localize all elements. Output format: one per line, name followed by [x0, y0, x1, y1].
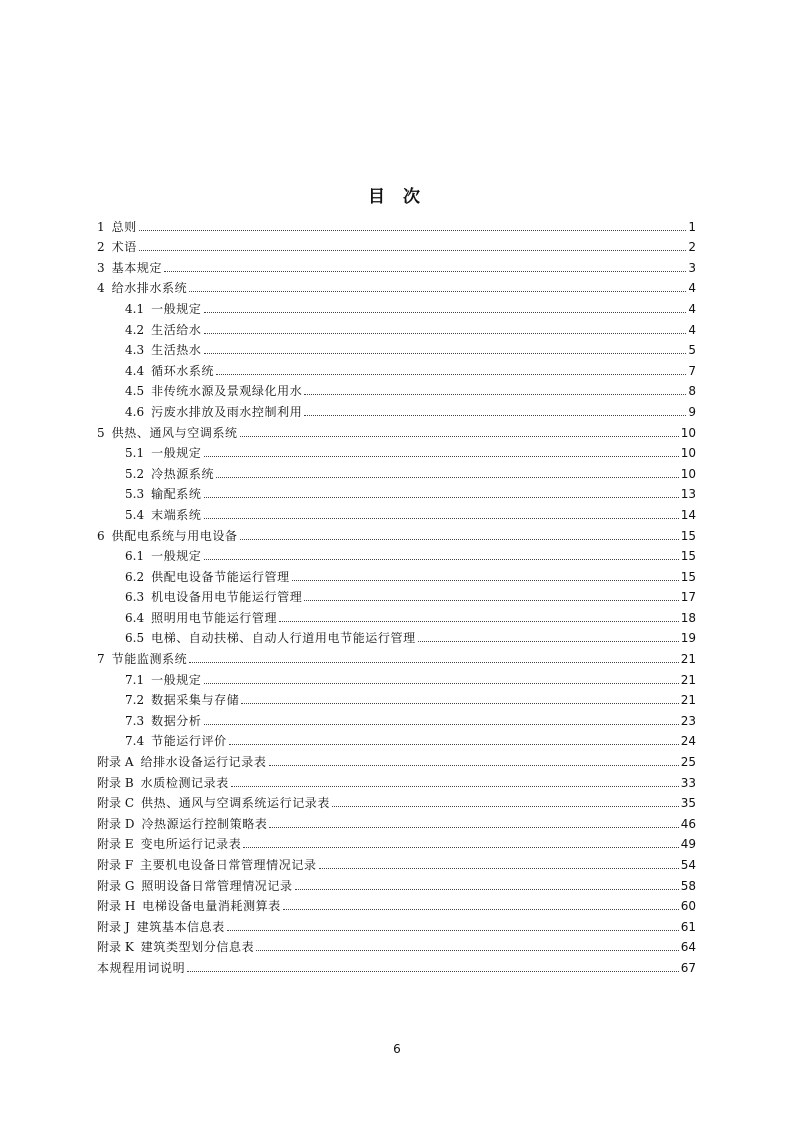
toc-entry-number: 5.4	[125, 507, 145, 522]
toc-entry-title: 本规程用词说明	[97, 960, 186, 975]
toc-entry[interactable]	[97, 954, 696, 975]
dot-leader	[295, 889, 679, 890]
toc-entry-page: 19	[680, 631, 696, 646]
toc-entry[interactable]	[97, 213, 696, 234]
dot-leader	[227, 930, 679, 931]
dot-leader	[139, 250, 687, 251]
toc-entry-title: 一般规定	[151, 549, 202, 564]
toc-entry-page: 21	[680, 672, 696, 687]
toc-entry-title: 术语	[111, 240, 137, 255]
toc-entry-page: 15	[680, 528, 696, 543]
toc-entry-page: 23	[680, 713, 696, 728]
dot-leader	[283, 909, 679, 910]
toc-entry-title: 照明设备日常管理情况记录	[141, 878, 293, 893]
toc-entry-title: 节能运行评价	[151, 734, 227, 749]
toc-subentry[interactable]	[97, 316, 696, 337]
toc-entry-page: 35	[680, 796, 696, 811]
toc-entry-title: 照明用电节能运行管理	[151, 610, 278, 625]
dot-leader	[256, 950, 679, 951]
page-number: 6	[393, 1042, 401, 1056]
toc-entry-page: 24	[680, 734, 696, 749]
toc-entry-page: 46	[680, 816, 696, 831]
toc-entry-number: 4.6	[125, 404, 145, 419]
dot-leader	[204, 353, 687, 354]
toc-entry-title: 供热、通风与空调系统运行记录表	[141, 796, 331, 811]
toc-entry-title: 供配电系统与用电设备	[111, 528, 238, 543]
toc-entry-title: 给排水设备运行记录表	[140, 755, 267, 770]
toc-subentry[interactable]	[97, 460, 696, 481]
toc-subentry[interactable]	[97, 666, 696, 687]
toc-entry-number: 7.2	[125, 693, 145, 708]
dot-leader	[240, 539, 679, 540]
dot-leader	[231, 786, 679, 787]
toc-entry-page: 21	[680, 693, 696, 708]
toc-entry-number: 7.3	[125, 713, 145, 728]
toc-entry-number: 5.2	[125, 466, 145, 481]
dot-leader	[164, 271, 686, 272]
dot-leader	[319, 868, 679, 869]
toc-entry-page: 61	[680, 919, 696, 934]
toc-entry-page: 1	[688, 219, 696, 234]
dot-leader	[204, 518, 679, 519]
toc-entry-page: 15	[680, 569, 696, 584]
toc-entry-number: 5.1	[125, 446, 145, 461]
toc-entry-number: 附录 D	[97, 816, 135, 831]
toc-entry[interactable]	[97, 831, 696, 852]
dot-leader	[243, 847, 678, 848]
dot-leader	[241, 703, 678, 704]
toc-entry-number: 3	[97, 260, 105, 275]
toc-entry-number: 1	[97, 219, 105, 234]
toc-entry-number: 6.5	[125, 631, 145, 646]
dot-leader	[204, 724, 679, 725]
dot-leader	[189, 291, 686, 292]
toc-entry-title: 非传统水源及景观绿化用水	[151, 384, 303, 399]
toc-entry[interactable]	[97, 254, 696, 275]
dot-leader	[204, 333, 687, 334]
toc-entry-number: 6.3	[125, 590, 145, 605]
toc-entry-page: 58	[680, 878, 696, 893]
dot-leader	[216, 374, 686, 375]
toc-entry-title: 机电设备用电节能运行管理	[151, 590, 303, 605]
toc-entry-title: 节能监测系统	[111, 652, 188, 667]
dot-leader	[292, 580, 679, 581]
toc-entry-page: 17	[680, 590, 696, 605]
toc-entry-title: 供热、通风与空调系统	[111, 425, 238, 440]
toc-entry-number: 4.5	[125, 384, 145, 399]
toc-subentry[interactable]	[97, 378, 696, 399]
toc-entry-number: 5	[97, 425, 105, 440]
toc-entry-page: 67	[680, 960, 696, 975]
dot-leader	[332, 806, 679, 807]
toc-subentry[interactable]	[97, 687, 696, 708]
toc-entry-number: 6.2	[125, 569, 145, 584]
toc-entry-title: 污废水排放及雨水控制利用	[151, 404, 303, 419]
toc-subentry[interactable]	[97, 584, 696, 605]
toc-entry-number: 附录 E	[97, 837, 134, 852]
toc-entry-page: 4	[688, 301, 696, 316]
toc-entry-number: 4	[97, 281, 105, 296]
toc-entry-title: 一般规定	[151, 446, 202, 461]
toc-entry-title: 基本规定	[111, 260, 163, 275]
toc-entry-title: 供配电设备节能运行管理	[151, 569, 290, 584]
toc-entry-page: 64	[680, 940, 696, 955]
dot-leader	[204, 559, 679, 560]
dot-leader	[204, 312, 687, 313]
toc-entry-number: 4.4	[125, 363, 145, 378]
toc-entry-title: 主要机电设备日常管理情况记录	[140, 858, 317, 872]
toc-entry-page: 13	[680, 487, 696, 502]
toc-entry-number: 附录 G	[97, 878, 135, 893]
toc-entry-number: 7.1	[125, 672, 145, 687]
toc-entry-number: 附录 C	[97, 796, 134, 811]
toc-entry-title: 一般规定	[151, 672, 202, 687]
toc-entry-title: 变电所运行记录表	[140, 837, 242, 852]
toc-subentry[interactable]	[97, 625, 696, 646]
toc-subentry[interactable]	[97, 440, 696, 461]
toc-entry-number: 附录 A	[97, 755, 134, 770]
toc-entry[interactable]	[97, 748, 696, 769]
toc-entry-page: 21	[680, 652, 696, 667]
toc-entry-title: 循环水系统	[151, 363, 215, 378]
toc-subentry[interactable]	[97, 728, 696, 749]
toc-entry[interactable]	[97, 769, 696, 790]
toc-subentry[interactable]	[97, 543, 696, 564]
dot-leader	[189, 662, 678, 663]
toc-entry-number: 2	[97, 240, 105, 255]
toc-entry-title: 数据分析	[151, 713, 202, 728]
toc-entry-title: 生活热水	[151, 343, 202, 358]
toc-entry-number: 附录 B	[97, 775, 134, 790]
toc-subentry[interactable]	[97, 604, 696, 625]
toc-subentry[interactable]	[97, 357, 696, 378]
toc-entry-title: 输配系统	[151, 487, 202, 502]
toc-entry[interactable]	[97, 275, 696, 296]
toc-entry[interactable]	[97, 851, 696, 872]
toc-subentry[interactable]	[97, 481, 696, 502]
toc-entry[interactable]	[97, 810, 696, 831]
toc-subentry[interactable]	[97, 563, 696, 584]
toc-entry[interactable]	[97, 419, 696, 440]
dot-leader	[418, 641, 679, 642]
dot-leader	[229, 744, 679, 745]
toc-entry-number: 4.1	[125, 301, 145, 316]
toc-entry-number: 7.4	[125, 734, 145, 749]
toc-subentry[interactable]	[97, 398, 696, 419]
toc-entry-page: 9	[688, 404, 696, 419]
toc-entry-title: 总则	[111, 219, 137, 234]
toc-entry-page: 5	[688, 343, 696, 358]
toc-entry-page: 14	[680, 507, 696, 522]
dot-leader	[187, 971, 679, 972]
toc-entry-page: 3	[688, 260, 696, 275]
toc-entry-title: 冷热源运行控制策略表	[141, 816, 268, 831]
toc-subentry[interactable]	[97, 337, 696, 358]
toc-entry[interactable]	[97, 934, 696, 955]
toc-entry-title: 冷热源系统	[151, 466, 215, 481]
toc-entry-title: 末端系统	[151, 507, 202, 522]
toc-entry-title: 电梯设备电量消耗测算表	[142, 899, 281, 914]
toc-entry-page: 10	[680, 446, 696, 461]
toc-entry[interactable]	[97, 522, 696, 543]
toc-entry-number: 附录 K	[97, 940, 134, 955]
toc-entry-title: 数据采集与存储	[151, 693, 240, 708]
toc-entry-page: 15	[680, 549, 696, 564]
toc-subentry[interactable]	[97, 707, 696, 728]
dot-leader	[240, 436, 679, 437]
dot-leader	[139, 230, 687, 231]
dot-leader	[279, 621, 679, 622]
dot-leader	[269, 827, 678, 828]
toc-entry-number: 附录 F	[97, 858, 134, 872]
toc-entry-number: 7	[97, 652, 105, 667]
dot-leader	[304, 394, 686, 395]
toc-entry-page: 18	[680, 610, 696, 625]
toc-entry-page: 4	[688, 281, 696, 296]
toc-entry[interactable]	[97, 790, 696, 811]
toc-entry-title: 水质检测记录表	[140, 775, 229, 790]
toc-entry-number: 4.2	[125, 322, 145, 337]
toc-entry-title: 建筑类型划分信息表	[140, 940, 255, 955]
table-of-contents	[97, 213, 696, 975]
toc-entry-number: 6.4	[125, 610, 145, 625]
dot-leader	[269, 765, 679, 766]
toc-subentry[interactable]	[97, 501, 696, 522]
toc-entry-title: 生活给水	[151, 322, 202, 337]
toc-entry-number: 附录 J	[97, 919, 130, 934]
toc-entry-number: 6.1	[125, 549, 145, 564]
toc-entry[interactable]	[97, 234, 696, 255]
dot-leader	[304, 415, 686, 416]
toc-entry-page: 33	[680, 775, 696, 790]
toc-entry-page: 10	[680, 425, 696, 440]
toc-entry-page: 2	[688, 240, 696, 255]
toc-entry-page: 10	[680, 466, 696, 481]
toc-entry-page: 7	[688, 363, 696, 378]
toc-entry-page: 49	[680, 837, 696, 852]
toc-entry-title: 一般规定	[151, 301, 202, 316]
toc-entry-number: 6	[97, 528, 105, 543]
toc-entry-page: 25	[680, 755, 696, 770]
toc-entry-title: 给水排水系统	[111, 281, 188, 296]
toc-entry-page: 8	[688, 384, 696, 399]
toc-subentry[interactable]	[97, 295, 696, 316]
toc-entry[interactable]	[97, 893, 696, 914]
toc-entry[interactable]	[97, 645, 696, 666]
toc-entry-number: 4.3	[125, 343, 145, 358]
toc-entry-page: 60	[680, 899, 696, 914]
toc-entry-number: 5.3	[125, 487, 145, 502]
dot-leader	[204, 497, 679, 498]
toc-entry-page: 54	[680, 858, 696, 872]
toc-entry[interactable]	[97, 913, 696, 934]
toc-entry-title: 电梯、自动扶梯、自动人行道用电节能运行管理	[151, 631, 416, 646]
dot-leader	[204, 683, 679, 684]
dot-leader	[216, 477, 679, 478]
dot-leader	[304, 600, 678, 601]
toc-entry[interactable]	[97, 872, 696, 893]
dot-leader	[204, 456, 679, 457]
toc-entry-number: 附录 H	[97, 899, 136, 914]
page-title: 目 次	[368, 187, 426, 207]
toc-entry-title: 建筑基本信息表	[136, 919, 225, 934]
toc-entry-page: 4	[688, 322, 696, 337]
